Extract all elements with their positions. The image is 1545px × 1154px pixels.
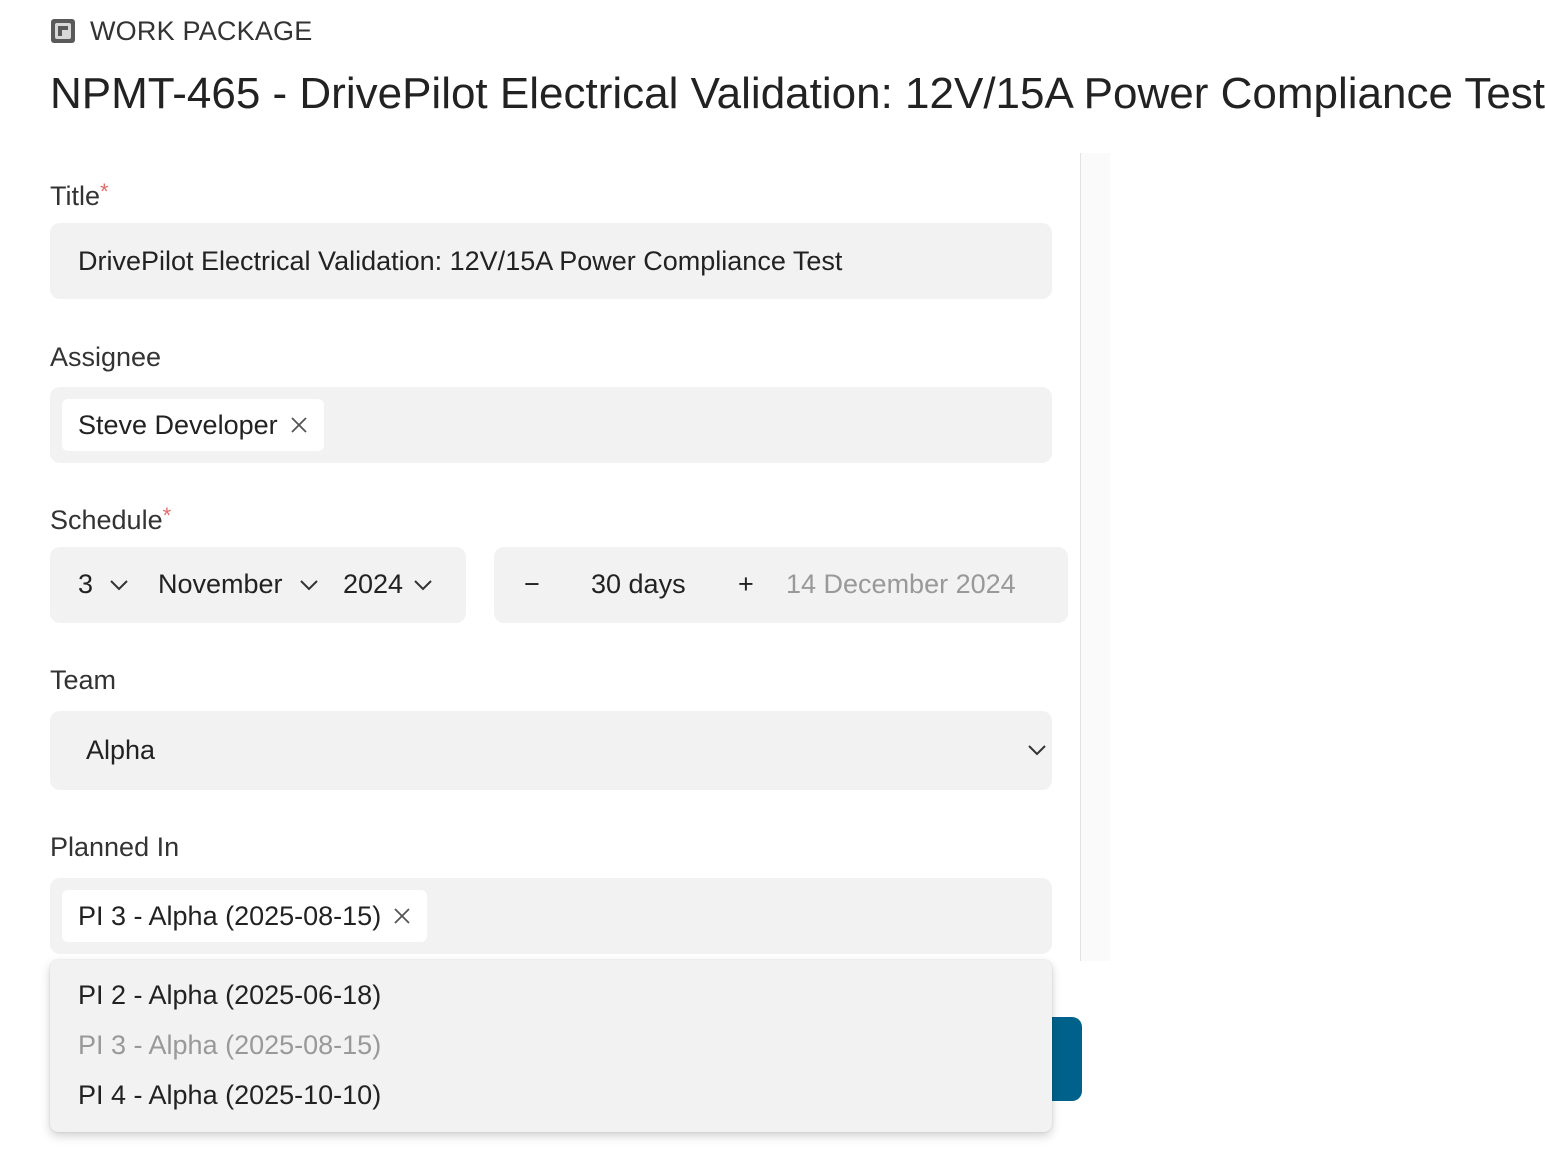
team-select-value: Alpha: [86, 735, 156, 765]
schedule-label: Schedule*: [50, 503, 172, 535]
duration-stepper: [494, 547, 1068, 623]
page-title: NPMT-465 - DrivePilot Electrical Validation: 12V/15A Power Compliance Test: [50, 69, 1545, 118]
assignee-chip-label: Steve Developer: [78, 409, 278, 440]
end-date-display: 14 December 2024: [786, 569, 1016, 599]
dropdown-option-pi-4[interactable]: PI 4 - Alpha (2025-10-10): [78, 1080, 382, 1110]
team-select[interactable]: [50, 711, 1052, 790]
chevron-down-icon: [1028, 745, 1046, 756]
planned-in-chip-label: PI 3 - Alpha (2025-08-15): [78, 900, 382, 931]
remove-planned-in-icon[interactable]: [393, 907, 411, 925]
dropdown-option-pi-3: PI 3 - Alpha (2025-08-15): [78, 1030, 382, 1060]
required-mark: *: [162, 503, 172, 528]
start-day-select[interactable]: 3: [78, 569, 94, 599]
scrollbar-track[interactable]: [1080, 153, 1110, 961]
decrement-duration-button[interactable]: −: [524, 569, 540, 599]
assignee-select[interactable]: [50, 387, 1052, 463]
work-package-type-label: WORK PACKAGE: [90, 15, 313, 46]
chevron-down-icon[interactable]: [300, 580, 318, 591]
work-package-icon: [50, 18, 76, 44]
planned-in-dropdown: [50, 960, 1052, 1132]
dropdown-option-pi-2[interactable]: PI 2 - Alpha (2025-06-18): [78, 980, 382, 1010]
chevron-down-icon[interactable]: [414, 580, 432, 591]
assignee-label: Assignee: [50, 342, 162, 372]
title-label: Title*: [50, 179, 109, 211]
work-package-type: [50, 14, 312, 48]
start-year-select[interactable]: 2024: [343, 569, 404, 599]
chevron-down-icon[interactable]: [110, 580, 128, 591]
required-mark: *: [100, 179, 109, 204]
planned-in-chip: [62, 890, 427, 942]
start-date-picker: [50, 547, 466, 623]
planned-in-label: Planned In: [50, 832, 180, 862]
increment-duration-button[interactable]: +: [738, 569, 754, 599]
start-month-select[interactable]: November: [158, 569, 283, 599]
planned-in-select[interactable]: [50, 878, 1052, 954]
team-label: Team: [50, 665, 117, 695]
title-input[interactable]: DrivePilot Electrical Validation: 12V/15A Power Compliance Test: [50, 223, 1052, 299]
remove-assignee-icon[interactable]: [290, 416, 308, 434]
assignee-chip: [62, 399, 324, 451]
duration-value[interactable]: 30 days: [591, 569, 686, 599]
